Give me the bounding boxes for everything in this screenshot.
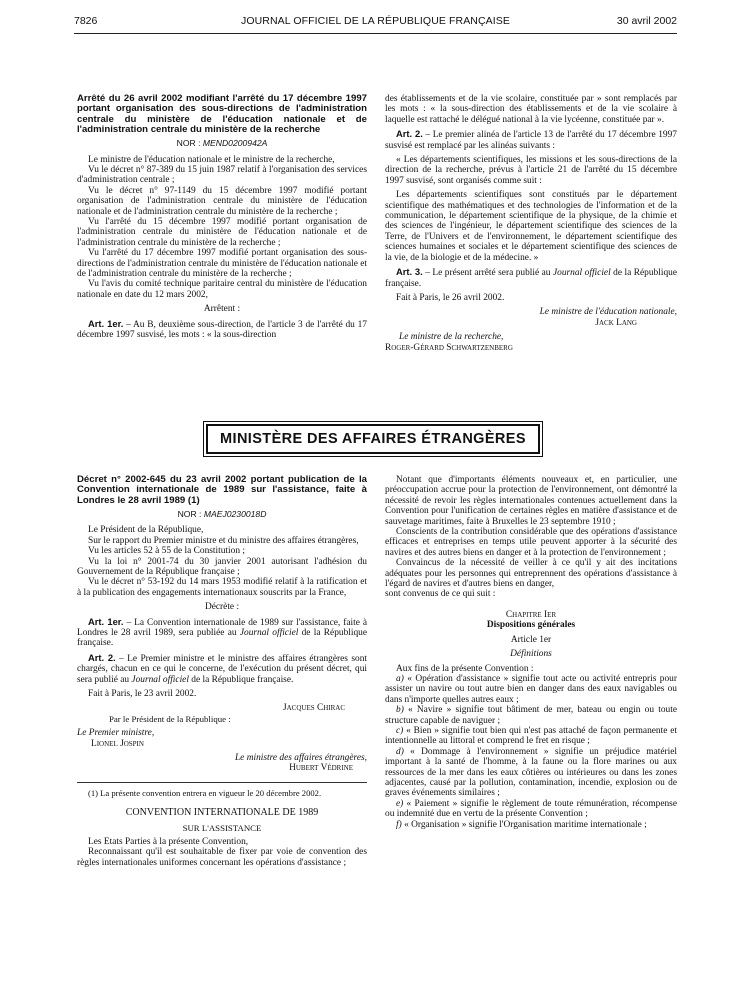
definition-letter: d) bbox=[396, 746, 404, 757]
ministry-banner: MINISTÈRE DES AFFAIRES ÉTRANGÈRES bbox=[206, 424, 540, 454]
arrete-para: Vu l'arrêté du 15 décembre 1997 modifié portant organisation de l'administration centrale du ministère de l'éducation nationale et de l'administration centrale du ministère de la recherche ; bbox=[77, 217, 367, 248]
definition-letter: b) bbox=[396, 705, 404, 716]
arrete-nor-code: MEND0200942A bbox=[202, 138, 268, 149]
decret-nor-code: MAEJ0230018D bbox=[203, 508, 267, 519]
arrete-title: Arrêté du 26 avril 2002 modifiant l'arrêté du 17 décembre 1997 portant organisation des sous-directions de l'administration centrale du ministère de l'éducation nationale et de l'administration centrale du ministère de la recherche bbox=[77, 93, 367, 135]
signature-name: Jacques Chirac bbox=[282, 703, 345, 714]
definition-item bbox=[385, 799, 677, 820]
definition-letter: e) bbox=[396, 798, 404, 809]
convention-para: Les Etats Parties à la présente Convention, bbox=[88, 837, 249, 848]
definition-item bbox=[385, 705, 677, 726]
signature-name: Jack Lang bbox=[595, 317, 637, 328]
convention-subtitle: SUR L'ASSISTANCE bbox=[182, 822, 262, 833]
definition-item bbox=[385, 820, 677, 830]
decret-article-2: Art. 2. – Le Premier ministre et le ministre des affaires étrangères sont chargés, chacun en ce qui le concerne, de l'exécution du présent décret, qui sera publié au Journal officiel de la République française. bbox=[77, 651, 367, 685]
decret-para: Sur le rapport du Premier ministre et du ministre des affaires étrangères, bbox=[88, 535, 359, 546]
arrete-fait: Fait à Paris, le 26 avril 2002. bbox=[396, 292, 505, 303]
definitions-list bbox=[385, 674, 677, 830]
decret-decrete: Décrète : bbox=[204, 602, 240, 613]
arrete-para: Vu l'avis du comité technique paritaire central du ministère de l'éducation nationale en date du 12 mars 2002, bbox=[77, 279, 367, 300]
arrete-quote: « Les départements scientifiques, les missions et les sous-directions de la direction de la recherche, prévus à l'article 21 de l'arrêté du 15 décembre 1997 susvisé, sont organisés comme suit : bbox=[385, 155, 677, 186]
definition-text: « Opération d'assistance » signifie tout acte ou activité entrepris pour assister un navire ou tout autre bien en danger dans des eaux navigables ou dans n'importe quelles autres eaux ; bbox=[385, 673, 677, 705]
definitions-intro: Aux fins de la présente Convention : bbox=[396, 663, 534, 674]
definition-text: « Dommage à l'environnement » signifie un préjudice matériel important à la santé de l'homme, à la faune ou la flore marines ou aux ressources de la mer dans les eaux côtières ou intérieures ou dans les zones adjacentes, causé par la pollution, contamination, incendie, explosion ou de graves événements similaires ; bbox=[385, 746, 677, 799]
signature-title: Le ministre des affaires étrangères, bbox=[234, 753, 367, 764]
footnote-rule bbox=[77, 782, 367, 783]
arrete-quote: Les départements scientifiques sont constitués par le département scientifique des mathématiques et des technologies de l'information et de la communication, le département scientifique de la physique, de la chimie et des sciences de l'ingénieur, le département scientifique des sciences de la Terre, de l'Univers et de l'environnement, le département scientifique des sciences humaines et sociales et le département scientifique des sciences de la vie, de la biologie et de la médecine. » bbox=[385, 190, 677, 263]
decret-left-column bbox=[77, 475, 367, 868]
definition-letter: f) bbox=[396, 819, 402, 830]
page-header bbox=[74, 12, 677, 30]
arrete-left-column bbox=[77, 94, 367, 341]
signature-title: Le Premier ministre, bbox=[77, 728, 155, 739]
footnote: (1) La présente convention entrera en vigueur le 20 décembre 2002. bbox=[88, 787, 322, 798]
arrete-arretent: Arrêtent : bbox=[203, 304, 241, 315]
convention-para: sont convenus de ce qui suit : bbox=[385, 589, 496, 600]
arrete-article-2: Art. 2. – Le premier alinéa de l'article 13 de l'arrêté du 17 décembre 1997 susvisé est remplacé par les alinéas suivants : bbox=[385, 128, 677, 151]
decret-para: Vu le décret n° 53-192 du 14 mars 1953 modifié relatif à la ratification et à la publication des engagements internationaux souscrits par la France, bbox=[77, 577, 367, 598]
par-president: Par le Président de la République : bbox=[109, 713, 231, 724]
definition-text: « Paiement » signifie le règlement de toute rémunération, récompense ou indemnité due en vertu de la présente Convention ; bbox=[385, 798, 677, 820]
arrete-article-3: Art. 3. – Le présent arrêté sera publié au Journal officiel de la République française. bbox=[385, 266, 677, 289]
arrete-right-column bbox=[385, 94, 677, 353]
chapter-title: Dispositions générales bbox=[486, 620, 576, 631]
signature-name: Hubert Védrine bbox=[289, 763, 353, 774]
arrete-article-1: Art. 1er. – Au B, deuxième sous-direction, de l'article 3 de l'arrêté du 17 décembre 1997 susvisé, les mots : « la sous-direction bbox=[77, 317, 367, 341]
signature-title: Le ministre de la recherche, bbox=[399, 332, 504, 343]
arrete-para: Vu le décret n° 87-389 du 15 juin 1987 relatif à l'organisation des services d'administration centrale ; bbox=[77, 165, 367, 186]
arrete-para: Le ministre de l'éducation nationale et le ministre de la recherche, bbox=[88, 154, 335, 165]
article-title: Définitions bbox=[510, 649, 552, 660]
decret-fait: Fait à Paris, le 23 avril 2002. bbox=[88, 688, 197, 699]
arrete-para: Vu le décret n° 97-1149 du 15 décembre 1997 modifié portant organisation de l'administration centrale du ministère de l'éducation nationale et de l'administration centrale du ministère de la recherche ; bbox=[77, 185, 367, 217]
page-number: 7826 bbox=[74, 15, 98, 27]
signature-title: Le ministre de l'éducation nationale, bbox=[539, 307, 677, 318]
decret-para: Vu les articles 52 à 55 de la Constitution ; bbox=[88, 546, 245, 557]
issue-date: 30 avril 2002 bbox=[616, 15, 677, 27]
decret-title: Décret n° 2002-645 du 23 avril 2002 portant publication de la Convention internationale de 1989 sur l'assistance, faite à Londres le 28 avril 1989 (1) bbox=[77, 474, 367, 506]
decret-article-1: Art. 1er. – La Convention internationale de 1989 sur l'assistance, faite à Londres le 28 avril 1989, sera publiée au Journal officiel de la République française. bbox=[77, 615, 368, 649]
journal-title: JOURNAL OFFICIEL DE LA RÉPUBLIQUE FRANÇAISE bbox=[241, 15, 510, 27]
decret-nor: NOR : MAEJ0230018D bbox=[177, 508, 267, 519]
convention-right-column bbox=[385, 475, 677, 830]
definition-item bbox=[385, 674, 677, 705]
arrete-para: Vu l'arrêté du 17 décembre 1997 modifié portant organisation des sous-directions de l'administration centrale du ministère de l'éducation nationale et de l'administration centrale du ministère de la recherche ; bbox=[77, 248, 367, 280]
convention-title: CONVENTION INTERNATIONALE DE 1989 bbox=[125, 807, 319, 819]
decret-para: Vu la loi n° 2001-74 du 30 janvier 2001 autorisant l'adhésion du Gouvernement de la République française ; bbox=[77, 556, 367, 577]
convention-para: Conscients de la contribution considérable que des opérations d'assistance efficaces et entreprises en temps utile peuvent apporter à la sécurité des navires et des autres biens en danger et à la protection de l'environnement ; bbox=[385, 527, 677, 558]
arrete-nor: NOR : MEND0200942A bbox=[176, 138, 268, 149]
convention-para: Convaincus de la nécessité de veiller à ce qu'il y ait des incitations adéquates pour les personnes qui entreprennent des opérations d'assistance à l'égard de navires et d'autres biens en danger, bbox=[385, 558, 677, 590]
convention-para: Notant que d'importants éléments nouveaux et, en particulier, une préoccupation accrue pour la protection de l'environnement, ont démontré la nécessité de revoir les règles internationales contenues actuellement dans la Convention pour l'unification de certaines règles en matière d'assistance et de sauvetage maritimes, faite à Bruxelles le 23 septembre 1910 ; bbox=[385, 475, 677, 527]
definition-item bbox=[385, 726, 677, 747]
definition-text: « Bien » signifie tout bien qui n'est pas attaché de façon permanente et intentionnelle au littoral et comprend le fret en risque ; bbox=[385, 725, 677, 747]
definition-item bbox=[385, 747, 677, 799]
article-heading: Article 1er bbox=[510, 634, 552, 645]
arrete-para: des établissements et de la vie scolaire, constituée par » sont remplacés par les mots : « la sous-direction des établissements et de la vie scolaire à laquelle est rattaché le délégué national à la vie lycéenne, constituée par ». bbox=[385, 94, 677, 125]
definition-letter: a) bbox=[396, 673, 404, 684]
header-rule bbox=[74, 33, 677, 34]
definition-text: « Navire » signifie tout bâtiment de mer, bateau ou engin ou toute structure capable de naviguer ; bbox=[385, 705, 677, 726]
definition-text: « Organisation » signifie l'Organisation maritime internationale ; bbox=[401, 819, 647, 830]
signature-name: Lionel Jospin bbox=[91, 738, 144, 749]
chapter-heading: Chapitre Ier bbox=[505, 609, 557, 620]
signature-name: Roger-Gérard Schwartzenberg bbox=[385, 342, 513, 353]
decret-para: Le Président de la République, bbox=[88, 525, 204, 536]
definition-letter: c) bbox=[396, 725, 404, 736]
convention-para: Reconnaissant qu'il est souhaitable de fixer par voie de convention des règles internationales uniformes concernant les opérations d'assistance ; bbox=[77, 847, 367, 868]
